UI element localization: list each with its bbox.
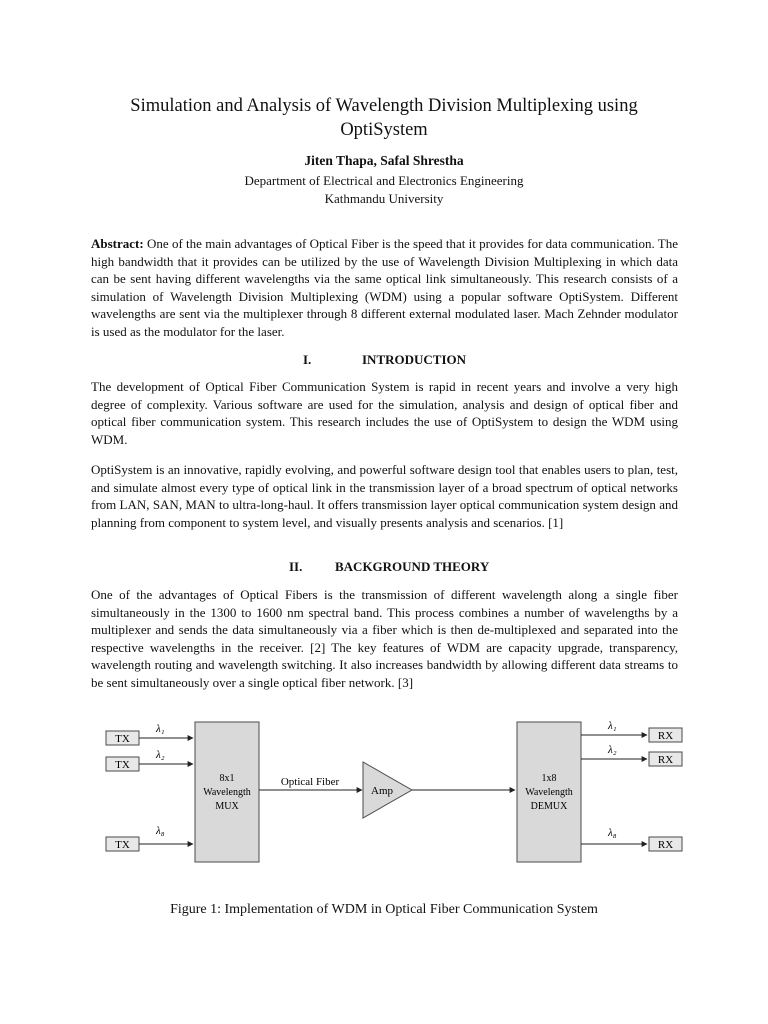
title-line-1: Simulation and Analysis of Wavelength Division Multiplexing using (130, 96, 638, 116)
rx-lambda-8: λ₈ (608, 827, 617, 839)
section-title: INTRODUCTION (362, 352, 467, 367)
authors: Jiten Thapa, Safal Shrestha (304, 153, 464, 168)
mux-label-2: Wavelength (203, 787, 251, 798)
tx-lambda-2: λ₂ (156, 749, 165, 761)
section-title: BACKGROUND THEORY (335, 559, 490, 574)
demux-label-2: Wavelength (525, 787, 573, 798)
rx-lambda-1: λ₁ (608, 720, 617, 732)
rx-label-8: RX (657, 839, 674, 851)
rx-lambda-2: λ₂ (608, 744, 617, 756)
tx-lambda-1: λ₁ (156, 723, 165, 735)
section-number: II. (289, 559, 303, 574)
background-paragraph-1: One of the advantages of Optical Fibers is the transmission of different wavelength along a single fiber simultaneously in the 1300 to 1600 nm spectral band. This process combines a number of wavelengths by a multiplexer and sends the data simultaneously via a fiber which is then de-multiplexed and separated into the respective wavelengths in the receiver. [2] The key features of WDM are capacity upgrade, transparency, wavelength routing and wavelength switching. It also increases bandwidth by allowing different data streams to be sent simultaneously over a single optical fiber network. [3] (91, 587, 678, 690)
abstract-text: One of the main advantages of Optical Fiber is the speed that it provides for data communication. The high bandwidth that it provides can be utilized by the use of Wavelength Division Multiplexing in which data can be sent having different wavelengths via the same optical link simultaneously. This research consists of a simulation of Wavelength Division Multiplexing (WDM) using a popular software OptiSystem. Different wavelengths are sent via the multiplexer through 8 different external modulated laser. Mach Zehnder modulator is used as the modulator for the laser. (91, 236, 678, 339)
introduction-paragraph-1: The development of Optical Fiber Communication System is rapid in recent years and involve a very high degree of complexity. Various software are used for the simulation, analysis and design of optical fiber and optical fiber communication system. This research includes the use of OptiSystem to design the WDM using WDM. (91, 379, 678, 447)
mux-label-3: MUX (215, 801, 239, 812)
tx-lambda-8: λ₈ (156, 825, 165, 837)
introduction-paragraph-2: OptiSystem is an innovative, rapidly evolving, and powerful software design tool that enables users to plan, test, and simulate almost every type of optical link in the transmission layer of a broad spectrum of optical networks from LAN, SAN, MAN to ultra-long-haul. It offers transmission layer optical communication system design and planning from component to system level, and visually presents analysis and scenarios. [1] (91, 462, 678, 530)
affiliation-department: Department of Electrical and Electronics Engineering (244, 173, 524, 188)
tx-label-2: TX (115, 759, 130, 771)
demux-label-1: 1x8 (541, 773, 557, 784)
abstract-label: Abstract: (91, 236, 144, 251)
tx-label-8: TX (115, 839, 130, 851)
tx-label-1: TX (115, 733, 130, 745)
wdm-diagram (96, 712, 696, 882)
figure-caption: Figure 1: Implementation of WDM in Optical Fiber Communication System (170, 902, 598, 917)
section-heading-background (0, 559, 768, 577)
affiliation-university: Kathmandu University (324, 191, 444, 206)
fiber-label: Optical Fiber (280, 776, 340, 788)
section-heading-introduction (0, 352, 768, 370)
section-number: I. (303, 352, 312, 367)
demux-label-3: DEMUX (530, 801, 568, 812)
paper-title (60, 94, 708, 142)
title-line-2: OptiSystem (340, 120, 428, 140)
rx-label-1: RX (657, 730, 674, 742)
rx-label-2: RX (657, 754, 674, 766)
abstract (91, 235, 678, 341)
amp-label: Amp (371, 785, 393, 797)
mux-label-1: 8x1 (219, 773, 235, 784)
